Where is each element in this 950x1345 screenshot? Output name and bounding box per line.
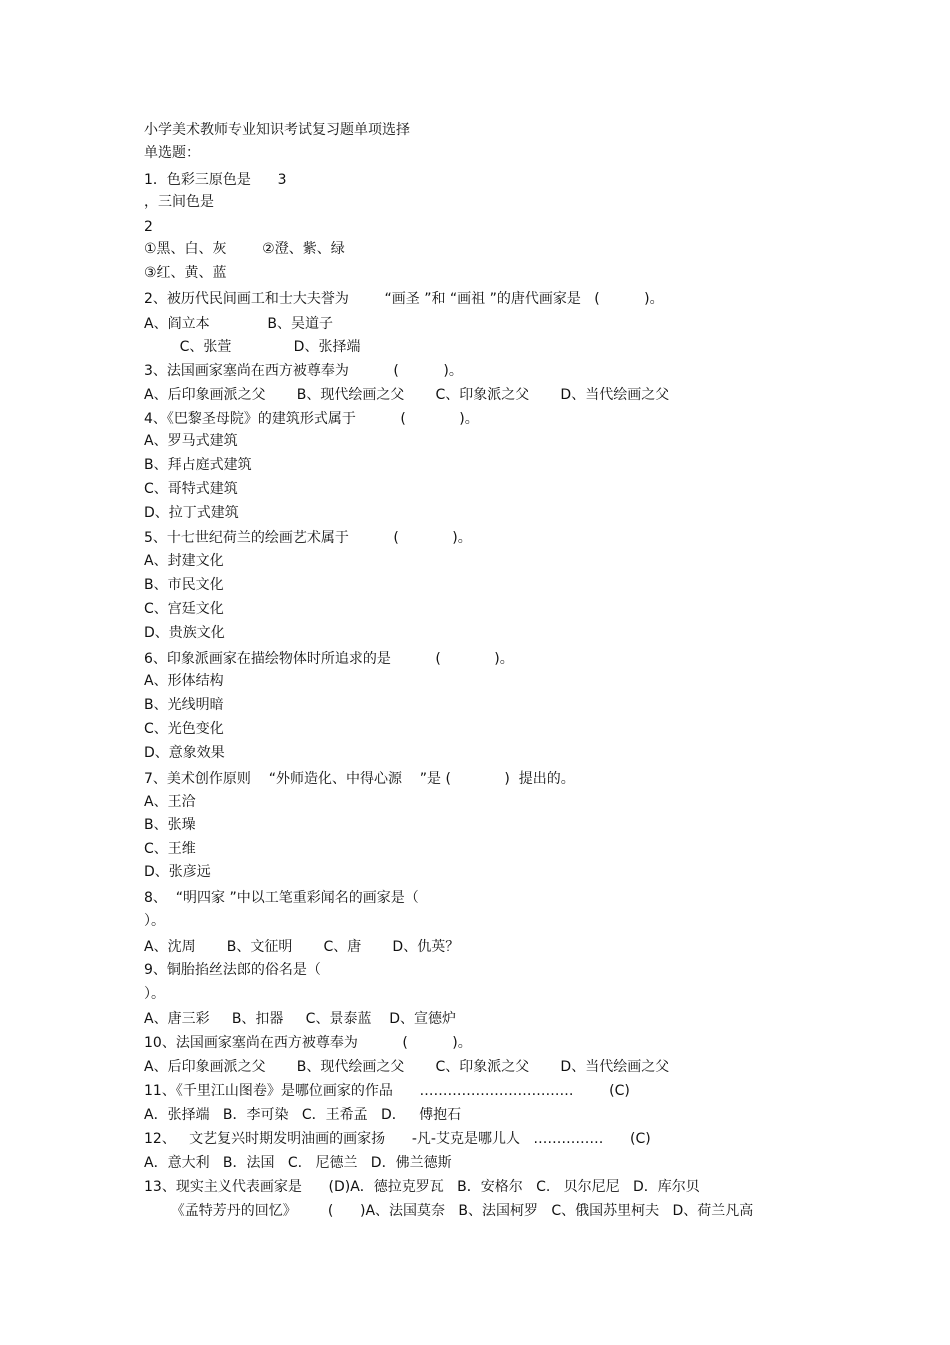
text-line: B、拜占庭式建筑 [144, 457, 252, 473]
text-line: 2 [144, 219, 153, 235]
section-heading: 单选题： [144, 145, 200, 161]
text-line: 9、铜胎掐丝法郎的俗名是（ [144, 962, 321, 978]
text-line: ，三间色是 [144, 194, 214, 210]
text-line: 1．色彩三原色是 3 [144, 172, 287, 188]
text-line: 5、十七世纪荷兰的绘画艺术属于 ( )。 [144, 530, 472, 546]
text-line: A．张择端 B．李可染 C．王希孟 D． 傅抱石 [144, 1107, 462, 1123]
text-line: D、张彦远 [144, 864, 211, 880]
text-line: A、形体结构 [144, 673, 224, 689]
text-line: A、唐三彩 B、扣器 C、景泰蓝 D、宣德炉 [144, 1011, 457, 1027]
text-line: 6、印象派画家在描绘物体时所追求的是 ( )。 [144, 651, 514, 667]
text-line: B、光线明暗 [144, 697, 224, 713]
text-line: ）。 [144, 913, 165, 929]
text-line: 4、《巴黎圣母院》的建筑形式属于 ( )。 [144, 411, 479, 427]
text-line: A．意大利 B．法国 C. 尼德兰 D．佛兰德斯 [144, 1155, 452, 1171]
document-title: 小学美术教师专业知识考试复习题单项选择 [144, 122, 410, 138]
text-line: 11、《千里江山图卷》是哪位画家的作品 …………………………… (C) [144, 1083, 630, 1099]
text-line: ）。 [144, 986, 165, 1002]
text-line: C、张萱 D、张择端 [144, 339, 361, 355]
text-line: A、后印象画派之父 B、现代绘画之父 C、印象派之父 D、当代绘画之父 [144, 1059, 670, 1075]
text-line: 10、法国画家塞尚在西方被尊奉为 ( )。 [144, 1035, 472, 1051]
text-line: A、罗马式建筑 [144, 433, 238, 449]
text-line: D、拉丁式建筑 [144, 505, 239, 521]
text-line: 7、美术创作原则 “外师造化、中得心源 ”是 ( ) 提出的。 [144, 771, 575, 787]
text-line: A、沈周 B、文征明 C、唐 D、仇英？ [144, 939, 460, 955]
text-line: A、封建文化 [144, 553, 224, 569]
text-line: A、王洽 [144, 794, 196, 810]
text-line: D、贵族文化 [144, 625, 225, 641]
text-line: B、张璪 [144, 817, 196, 833]
text-line: ③红、黄、蓝 [144, 265, 227, 281]
text-line: A、阎立本 B、吴道子 [144, 316, 334, 332]
text-line: C、王维 [144, 841, 196, 857]
text-line: 《孟特芳丹的回忆》 ( )A、法国莫奈 B、法国柯罗 C、俄国苏里柯夫 D、荷兰凡高 [144, 1203, 754, 1219]
text-line: 3、法国画家塞尚在西方被尊奉为 ( )。 [144, 363, 463, 379]
text-line: C、哥特式建筑 [144, 481, 238, 497]
text-line: C、光色变化 [144, 721, 224, 737]
text-line: ①黑、白、灰 ②澄、紫、绿 [144, 241, 345, 257]
text-line: B、市民文化 [144, 577, 224, 593]
text-line: 13、现实主义代表画家是 (D)A．德拉克罗瓦 B．安格尔 C. 贝尔尼尼 D．库尔贝 [144, 1179, 700, 1195]
text-line: A、后印象画派之父 B、现代绘画之父 C、印象派之父 D、当代绘画之父 [144, 387, 670, 403]
text-line: 2、被历代民间画工和士大夫誉为 “画圣 ”和 “画祖 ”的唐代画家是 ( )。 [144, 291, 664, 307]
text-line: 12、 文艺复兴时期发明油画的画家扬 -凡-艾克是哪儿人 …………… (C) [144, 1131, 651, 1147]
text-line: 8、 “明四家 ”中以工笔重彩闻名的画家是（ [144, 890, 419, 906]
text-line: D、意象效果 [144, 745, 225, 761]
text-line: C、宫廷文化 [144, 601, 224, 617]
